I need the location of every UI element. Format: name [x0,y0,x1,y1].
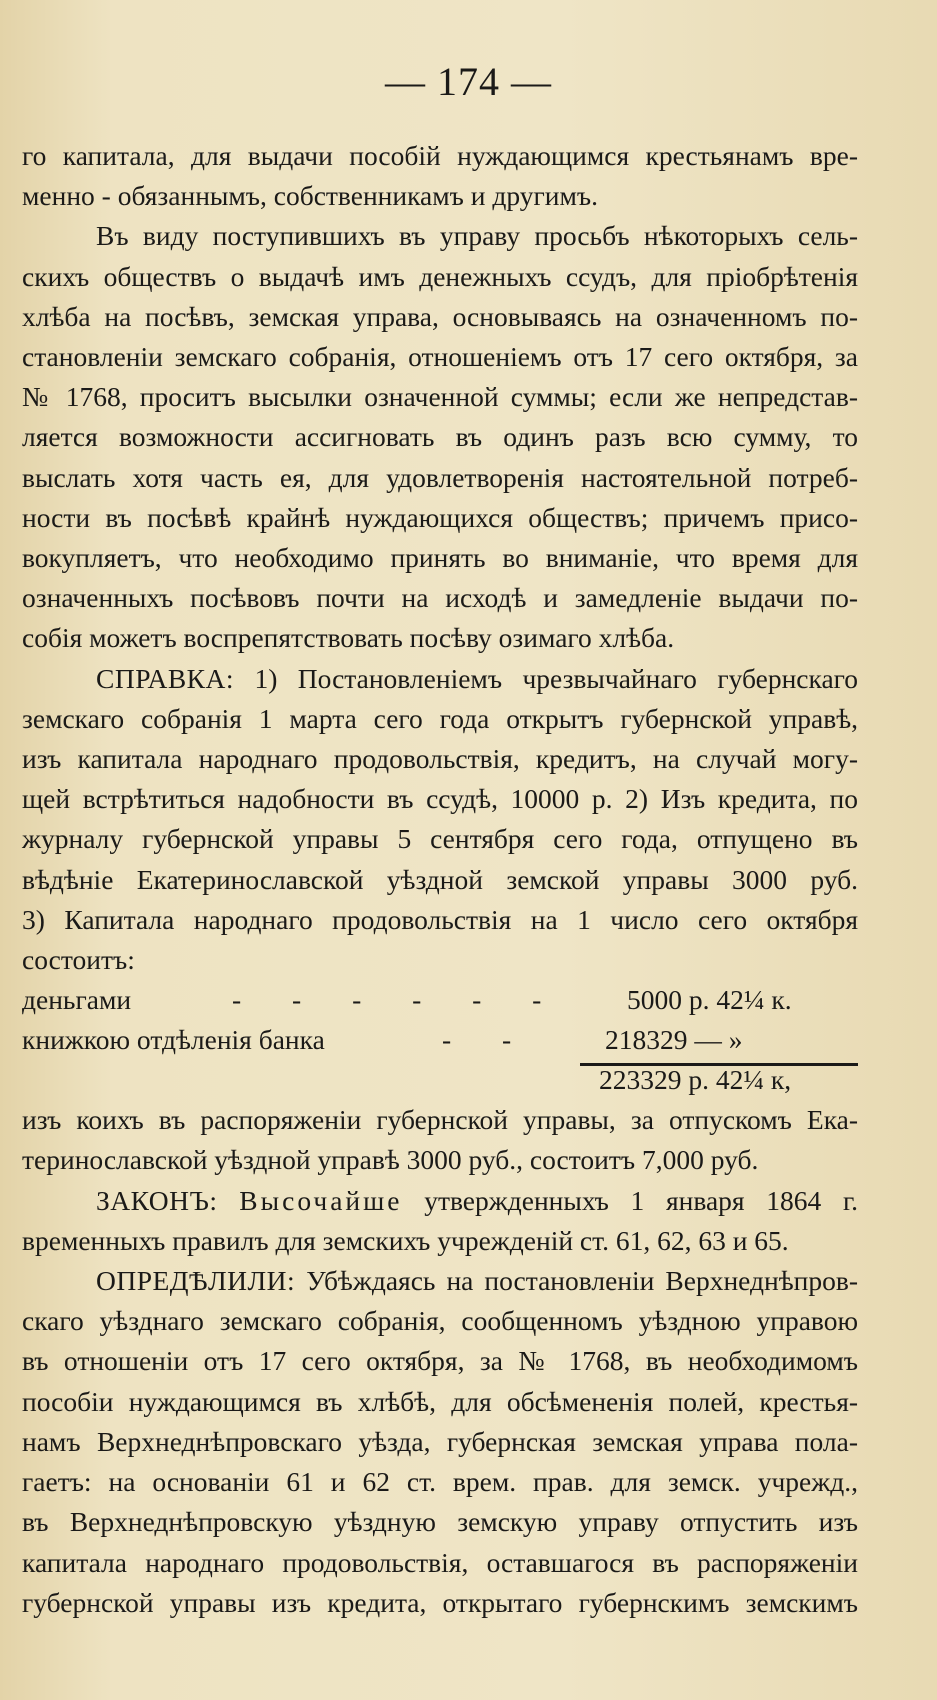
text-line: становленіи земскаго собранія, отношеніемъ отъ 17 сего октября, за [22,341,858,373]
text-line: въ Верхнеднѣпровскую уѣздную земскую управу отпустить изъ [22,1506,858,1538]
text-line: собія можетъ воспрепятствовать посѣву озимаго хлѣба. [22,622,675,654]
text-line: вѣдѣніе Екатеринославской уѣздной земской управы 3000 руб. [22,863,858,895]
text-line: менно - обязаннымъ, собственникамъ и другимъ. [22,180,598,212]
text-line: хлѣба на посѣвъ, земская управа, основываясь на означенномъ по- [22,300,858,332]
opredelili-text: Убѣждаясь на постановленіи Верхнеднѣпров- [306,1265,859,1297]
ledger-label: деньгами [22,984,132,1016]
ledger-row-cash [22,980,858,1020]
page-number: — 174 — [385,59,552,104]
text-line: изъ коихъ въ распоряженіи губернской управы, за отпускомъ Ека- [22,1104,858,1136]
text-line: состоитъ: [22,944,135,976]
ledger-table [22,980,858,1100]
text-line: губернской управы изъ кредита, открытаго губернскимъ земскимъ [22,1586,858,1618]
text-line: земскаго собранія 1 марта сего года открытъ губернской управѣ, [22,702,858,734]
ledger-dashes: - - [442,1024,512,1056]
text-line: щей встрѣтиться надобности въ ссудѣ, 10000 р. 2) Изъ кредита, по [22,783,858,815]
text-line: временныхъ правилъ для земскихъ учрежденій ст. 61, 62, 63 и 65. [22,1224,789,1256]
spravka-label: СПРАВКА: [96,662,235,694]
text-line: капитала народнаго продовольствія, оставшагося въ распоряженіи [22,1546,858,1578]
text-line: № 1768, проситъ высылки означенной суммы; если же непредстав- [22,381,858,413]
opredelili-label: ОПРЕДѢЛИЛИ: [96,1265,296,1297]
text-line: го капитала, для выдачи пособій нуждающимся крестьянамъ вре- [22,140,858,171]
ledger-total: 223329 р. 42¼ к, [599,1064,792,1096]
text-line: изъ капитала народнаго продовольствія, кредитъ, на случай могу- [22,743,858,775]
ledger-amount: 218329 — » [605,1024,743,1056]
zakon-line [22,1181,858,1221]
text-line: вокупляетъ, что необходимо принять во вниманіе, что время для [22,542,858,574]
text-line: гаетъ: на основаніи 61 и 62 ст. врем. прав. для земск. учрежд., [22,1466,858,1498]
text-line: журналу губернской управы 5 сентября сего года, отпущено въ [22,823,858,855]
ledger-label: книжкою отдѣленія банка [22,1024,325,1056]
ledger-dashes: - - - - - - [232,984,542,1016]
text-line: ности въ посѣвѣ крайнѣ нуждающихся обществъ; причемъ присо- [22,501,858,533]
text-line: намъ Верхнеднѣпровскаго уѣзда, губернская земская управа пола- [22,1425,858,1457]
spravka-text: 1) Постановленіемъ чрезвычайнаго губернскаго [254,662,859,694]
text-line: теринославской уѣздной управѣ 3000 руб., состоитъ 7,000 руб. [22,1144,759,1176]
opredelili-line [22,1261,858,1301]
text-line: пособіи нуждающимся въ хлѣбѣ, для обсѣмененія полей, крестья- [22,1385,858,1417]
spravka-line [22,659,858,699]
text-line: скаго уѣзднаго земскаго собранія, сообщенномъ уѣздною управою [22,1305,858,1337]
text-line: ляется возможности ассигновать въ одинъ разъ всю сумму, то [22,421,858,453]
text-line: Въ виду поступившихъ въ управу просьбъ нѣкоторыхъ сель- [96,220,858,252]
body-text [22,136,858,1623]
text-line: 3) Капитала народнаго продовольствія на 1 число сего октября [22,903,858,935]
ledger-amount: 5000 р. 42¼ к. [627,984,792,1016]
zakon-label: ЗАКОНЪ: [96,1184,218,1216]
zakon-lead: Высочайше [239,1184,403,1216]
text-line: означенныхъ посѣвовъ почти на исходѣ и замедленіе выдачи по- [22,582,858,614]
text-line: выслать хотя часть ея, для удовлетворенія настоятельной потреб- [22,461,858,493]
ledger-row-bank [22,1020,858,1060]
zakon-text: утвержденныхъ 1 января 1864 г. [424,1184,859,1216]
text-line: въ отношеніи отъ 17 сего октября, за № 1768, въ необходимомъ [22,1345,858,1377]
text-line: скихъ обществъ о выдачѣ имъ денежныхъ ссудъ, для пріобрѣтенія [22,260,858,292]
